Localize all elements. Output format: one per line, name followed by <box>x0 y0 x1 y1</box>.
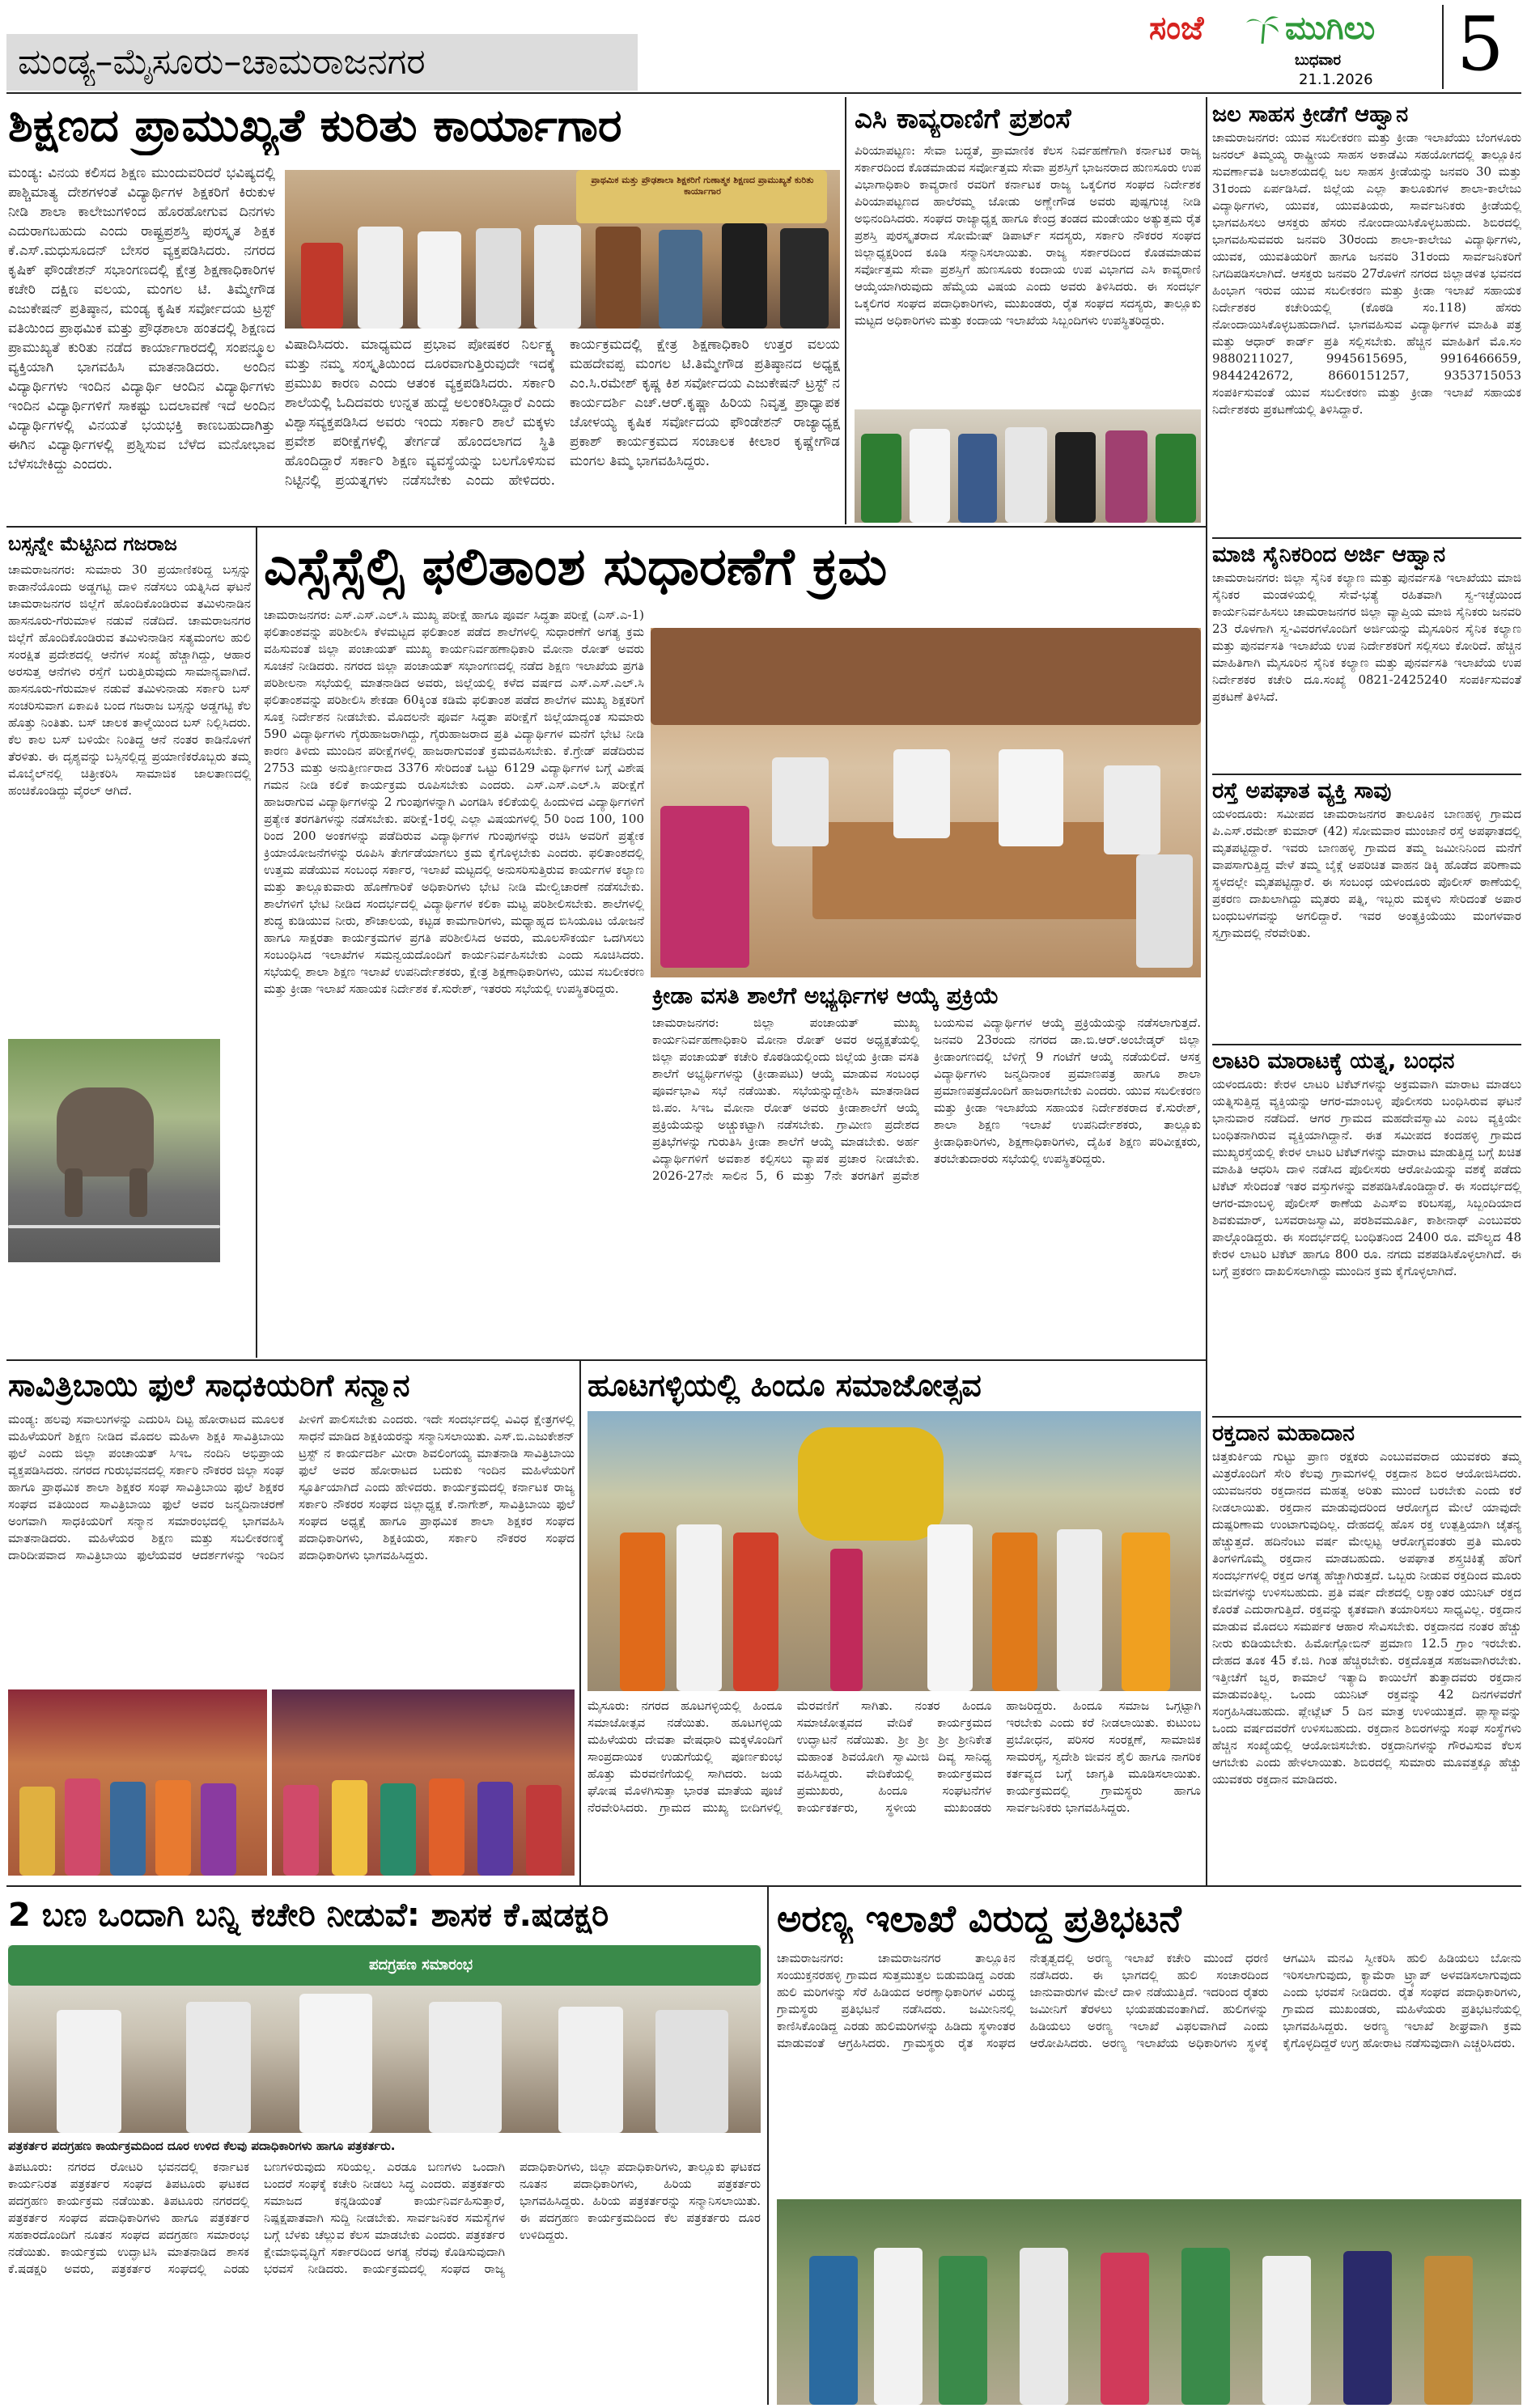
story11-photo-left <box>8 1689 267 1876</box>
column-rule <box>579 1361 581 1885</box>
story7-body: ಚಿತ್ತಕುರ್ಕಿಯ ಗುಟ್ಟು ಪ್ರಾಣ ರಕ್ಷಕರು ಎಂಬುವವರಾದ ಯುವಕರು ತಮ್ಮ ಮಿತ್ರರೊಂದಿಗೆ ಸೇರಿ ಕೆಲವು ಗ್ರಾಮಗಳಲ್ಲಿ ರಕ್ತದಾನ ಶಿಬಿರ ಆಯೋಜಿಸಿದರು. ಯುವಜನರು ರಕ್ತದಾನದ ಮಹತ್ವ ಅರಿತು ಮುಂದೆ ಬರಬೇಕು ಎಂದು ಕರೆ ನೀಡಲಾಯಿತು. ರಕ್ತದಾನ ಮಾಡುವುದರಿಂದ ಆರೋಗ್ಯದ ಮೇಲೆ ಯಾವುದೇ ದುಷ್ಪರಿಣಾಮ ಉಂಟಾಗುವುದಿಲ್ಲ. ದೇಹದಲ್ಲಿ ಹೊಸ ರಕ್ತ ಉತ್ಪತ್ತಿಯಾಗಿ ಚೈತನ್ಯ ಹೆಚ್ಚುತ್ತದೆ. ಹದಿನೆಂಟು ವರ್ಷ ಮೇಲ್ಪಟ್ಟ ಆರೋಗ್ಯವಂತರು ಪ್ರತಿ ಮೂರು ತಿಂಗಳಿಗೊಮ್ಮೆ ರಕ್ತದಾನ ಮಾಡಬಹುದು. ಅಪಘಾತ ಶಸ್ತ್ರಚಿಕಿತ್ಸೆ ಹೆರಿಗೆ ಸಂದರ್ಭಗಳಲ್ಲಿ ರಕ್ತದ ಅಗತ್ಯ ಹೆಚ್ಚಾಗಿರುತ್ತದೆ. ಒಬ್ಬರು ನೀಡುವ ರಕ್ತದಿಂದ ಮೂರು ಜೀವಗಳನ್ನು ಉಳಿಸಬಹುದು. ಪ್ರತಿ ವರ್ಷ ದೇಶದಲ್ಲಿ ಲಕ್ಷಾಂತರ ಯುನಿಟ್ ರಕ್ತದ ಕೊರತೆ ಎದುರಾಗುತ್ತಿದೆ. ರಕ್ತವನ್ನು ಕೃತಕವಾಗಿ ತಯಾರಿಸಲು ಸಾಧ್ಯವಿಲ್ಲ. ರಕ್ತದಾನ ಮಾಡುವ ಮೊದಲು ಸಮರ್ಪಕ ಆಹಾರ ಸೇವಿಸಬೇಕು. ರಕ್ತದಾನದ ನಂತರ ಹೆಚ್ಚು ನೀರು ಕುಡಿಯಬೇಕು. ಹಿಮೋಗ್ಲೋಬಿನ್ ಪ್ರಮಾಣ 12.5 ಗ್ರಾಂ ಇರಬೇಕು. ದೇಹದ ತೂಕ 45 ಕೆ.ಜಿ. ಗಿಂತ ಹೆಚ್ಚಿರಬೇಕು. ರಕ್ತದೊತ್ತಡ ಸಹಜವಾಗಿರಬೇಕು. ಇತ್ತೀಚೆಗೆ ಜ್ವರ, ಕಾಮಾಲೆ ಇತ್ಯಾದಿ ಕಾಯಿಲೆಗೆ ತುತ್ತಾದವರು ರಕ್ತದಾನ ಮಾಡುವಂತಿಲ್ಲ. ಒಂದು ಯುನಿಟ್ ರಕ್ತವನ್ನು 42 ದಿನಗಳವರೆಗೆ ಸಂಗ್ರಹಿಸಿಡಬಹುದು. ಪ್ಲೇಟ್ಲೆಟ್ 5 ದಿನ ಮಾತ್ರ ಉಳಿಯುತ್ತದೆ. ಪ್ಲಾಸ್ಮಾವನ್ನು ಒಂದು ವರ್ಷದವರೆಗೆ ಉಳಿಸಬಹುದು. ರಕ್ತದಾನ ಶಿಬಿರಗಳನ್ನು ಸಂಘ ಸಂಸ್ಥೆಗಳು ಹೆಚ್ಚಿನ ಸಂಖ್ಯೆಯಲ್ಲಿ ಆಯೋಜಿಸಬೇಕು. ರಕ್ತದಾನಿಗಳನ್ನು ಗೌರವಿಸುವ ಕೆಲಸ ಆಗಬೇಕು ಎಂದು ಹೇಳಲಾಯಿತು. ಶಿಬಿರದಲ್ಲಿ ಸುಮಾರು ಮೂವತ್ತಕ್ಕೂ ಹೆಚ್ಚು ಯುವಕರು ರಕ್ತದಾನ ಮಾಡಿದರು. <box>1212 1449 1521 1787</box>
story12-photo <box>587 1411 1201 1691</box>
elephant <box>57 1087 154 1176</box>
row-rule <box>6 526 1206 528</box>
story5-body: ಯಳಂದೂರು: ಸಮೀಪದ ಚಾಮರಾಜನಗರ ತಾಲೂಕಿನ ಬಾಣಹಳ್ಳಿ ಗ್ರಾಮದ ಪಿ.ಎಸ್.ರಮೇಶ್ ಕುಮಾರ್ (42) ಸೋಮವಾರ ಮುಂಜಾನೆ ರಸ್ತೆ ಅಪಘಾತದಲ್ಲಿ ಮೃತಪಟ್ಟಿದ್ದಾರೆ. ಇವರು ಬಾಣಹಳ್ಳಿ ಗ್ರಾಮದ ತಮ್ಮ ಜಮೀನಿನಿಂದ ಮನೆಗೆ ವಾಪಸಾಗುತ್ತಿದ್ದ ವೇಳೆ ತಮ್ಮ ಬೈಕ್ಗೆ ಅಪರಿಚಿತ ವಾಹನ ಡಿಕ್ಕಿ ಹೊಡೆದ ಪರಿಣಾಮ ಸ್ಥಳದಲ್ಲೇ ಮೃತಪಟ್ಟಿದ್ದಾರೆ. ಈ ಸಂಬಂಧ ಯಳಂದೂರು ಪೊಲೀಸ್ ಠಾಣೆಯಲ್ಲಿ ಪ್ರಕರಣ ದಾಖಲಾಗಿದ್ದು ಮೃತರು ಪತ್ನಿ, ಇಬ್ಬರು ಮಕ್ಕಳು ಸೇರಿದಂತೆ ಅಪಾರ ಬಂಧುಬಳಗವನ್ನು ಅಗಲಿದ್ದಾರೆ. ಇವರ ಅಂತ್ಯಕ್ರಿಯೆಯು ಮಂಗಳವಾರ ಸ್ವಗ್ರಾಮದಲ್ಲಿ ನೆರವೇರಿತು. <box>1212 807 1521 940</box>
column-rule <box>256 528 257 1358</box>
story1-photo <box>285 170 840 329</box>
story12-headline: ಹೂಟಗಳ್ಳಿಯಲ್ಲಿ ಹಿಂದೂ ಸಮಾಜೋತ್ಸವ <box>587 1367 982 1403</box>
story3-body: ಚಾಮರಾಜನಗರ: ಯುವ ಸಬಲೀಕರಣ ಮತ್ತು ಕ್ರೀಡಾ ಇಲಾಖೆಯು ಬೆಂಗಳೂರು ಜನರಲ್ ತಿಮ್ಮಯ್ಯ ರಾಷ್ಟ್ರೀಯ ಸಾಹಸ ಅಕಾಡೆಮಿ ಸಹಯೋಗದಲ್ಲಿ ತಾಲ್ಲೂಕಿನ ಸುವರ್ಣಾವತಿ ಜಲಾಶಯದಲ್ಲಿ ಜಲ ಸಾಹಸ ಕ್ರೀಡೆಯನ್ನು ಜನವರಿ 30 ಮತ್ತು 31ರಂದು ಏರ್ಪಡಿಸಿದೆ. ಜಿಲ್ಲೆಯ ಎಲ್ಲಾ ತಾಲೂಕುಗಳ ಶಾಲಾ-ಕಾಲೇಜು ವಿದ್ಯಾರ್ಥಿಗಳು, ಯುವಕ, ಯುವತಿಯರು, ಸಾರ್ವಜನಿಕರು ಕ್ರೀಡೆಯಲ್ಲಿ ಭಾಗವಹಿಸಲು ಆಸಕ್ತರು ಹೆಸರು ನೋಂದಾಯಿಸಿಕೊಳ್ಳಬಹುದು. ಶಿಬಿರದಲ್ಲಿ ಭಾಗವಹಿಸುವವರು ಜನವರಿ 30ರಂದು ಶಾಲಾ-ಕಾಲೇಜು ವಿದ್ಯಾರ್ಥಿಗಳು, ಯುವಕ, ಯುವತಿಯರಿಗೆ ಹಾಗೂ ಜನವರಿ 31ರಂದು ಸಾರ್ವಜನಿಕರಿಗೆ ನಿಗದಿಪಡಿಸಲಾಗಿದೆ. ಆಸಕ್ತರು ಜನವರಿ 27ರೊಳಗೆ ನಗರದ ಜಿಲ್ಲಾಡಳಿತ ಭವನದ ಹಿಂಭಾಗ ಇರುವ ಯುವ ಸಬಲೀಕರಣ ಮತ್ತು ಕ್ರೀಡಾ ಇಲಾಖೆ ಸಹಾಯಕ ನಿರ್ದೇಶಕರ ಕಚೇರಿಯಲ್ಲಿ (ಕೊಠಡಿ ಸಂ.118) ಹೆಸರು ನೋಂದಾಯಿಸಿಕೊಳ್ಳಬಹುದಾಗಿದೆ. ಭಾಗವಹಿಸುವ ವಿದ್ಯಾರ್ಥಿಗಳ ಮಾಹಿತಿ ಪತ್ರ ಮತ್ತು ಆಧಾರ್ ಕಾರ್ಡ್ ಪ್ರತಿ ಸಲ್ಲಿಸಬೇಕು. ಹೆಚ್ಚಿನ ಮಾಹಿತಿಗೆ ಮೊ.ಸಂ 9880211027, 9945615695, 9916466659, 9844242672, 8660151257, 9353715053 ಸಂಪರ್ಕಿಸುವಂತೆ ಯುವ ಸಬಲೀಕರಣ ಮತ್ತು ಕ್ರೀಡಾ ಇಲಾಖೆ ಸಹಾಯಕ ನಿರ್ದೇಶಕರು ಪ್ರಕಟಣೆಯಲ್ಲಿ ತಿಳಿಸಿದ್ದಾರೆ. <box>1212 130 1521 417</box>
story7-headline: ರಕ್ತದಾನ ಮಹಾದಾನ <box>1212 1416 1521 1448</box>
story2-headline: ಎಸಿ ಕಾವ್ಯರಾಣಿಗೆ ಪ್ರಶಂಸೆ <box>855 103 1071 135</box>
story13-body: ತಿಪಟೂರು: ನಗರದ ರೋಟರಿ ಭವನದಲ್ಲಿ ಕರ್ನಾಟಕ ಕಾರ್ಯನಿರತ ಪತ್ರಕರ್ತರ ಸಂಘದ ತಿಪಟೂರು ಘಟಕದ ಪದಗ್ರಹಣ ಕಾರ್ಯಕ್ರಮ ನಡೆಯಿತು. ತಿಪಟೂರು ನಗರದಲ್ಲಿ ಪತ್ರಕರ್ತರ ಸಂಘದ ಪದಾಧಿಕಾರಿಗಳು ಹಾಗೂ ಪತ್ರಕರ್ತರ ಸಹಕಾರದೊಂದಿಗೆ ನೂತನ ಸಂಘದ ಪದಗ್ರಹಣ ಸಮಾರಂಭ ನಡೆಯಿತು. ಕಾರ್ಯಕ್ರಮ ಉದ್ಘಾಟಿಸಿ ಮಾತನಾಡಿದ ಶಾಸಕ ಕೆ.ಷಡಕ್ಷರಿ ಅವರು, ಪತ್ರಕರ್ತರ ಸಂಘದಲ್ಲಿ ಎರಡು ಬಣಗಳಿರುವುದು ಸರಿಯಲ್ಲ. ಎರಡೂ ಬಣಗಳು ಒಂದಾಗಿ ಬಂದರೆ ಸಂಘಕ್ಕೆ ಕಚೇರಿ ನೀಡಲು ಸಿದ್ಧ ಎಂದರು. ಪತ್ರಕರ್ತರು ಸಮಾಜದ ಕನ್ನಡಿಯಂತೆ ಕಾರ್ಯನಿರ್ವಹಿಸುತ್ತಾರೆ, ನಿಷ್ಪಕ್ಷಪಾತವಾಗಿ ಸುದ್ದಿ ನೀಡಬೇಕು. ಸಾರ್ವಜನಿಕರ ಸಮಸ್ಯೆಗಳ ಬಗ್ಗೆ ಬೆಳಕು ಚೆಲ್ಲುವ ಕೆಲಸ ಮಾಡಬೇಕು ಎಂದರು. ಪತ್ರಕರ್ತರ ಕ್ಷೇಮಾಭಿವೃದ್ಧಿಗೆ ಸರ್ಕಾರದಿಂದ ಅಗತ್ಯ ನೆರವು ಕೊಡಿಸುವುದಾಗಿ ಭರವಸೆ ನೀಡಿದರು. ಕಾರ್ಯಕ್ರಮದಲ್ಲಿ ಸಂಘದ ರಾಜ್ಯ ಪದಾಧಿಕಾರಿಗಳು, ಜಿಲ್ಲಾ ಪದಾಧಿಕಾರಿಗಳು, ತಾಲ್ಲೂಕು ಘಟಕದ ನೂತನ ಪದಾಧಿಕಾರಿಗಳು, ಹಿರಿಯ ಪತ್ರಕರ್ತರು ಭಾಗವಹಿಸಿದ್ದರು. ಹಿರಿಯ ಪತ್ರಕರ್ತರನ್ನು ಸನ್ಮಾನಿಸಲಾಯಿತು. ಈ ಪದಗ್ರಹಣ ಕಾರ್ಯಕ್ರಮದಿಂದ ಕೆಲ ಪತ್ರಕರ್ತರು ದೂರ ಉಳಿದಿದ್ದರು. <box>8 2160 761 2276</box>
issue-date: 21.1.2026 <box>1299 71 1373 88</box>
story11-headline: ಸಾವಿತ್ರಿಬಾಯಿ ಫುಲೆ ಸಾಧಕಿಯರಿಗೆ ಸನ್ಮಾನ <box>8 1367 410 1403</box>
masthead-rule <box>6 92 1521 94</box>
story2-body: ಪಿರಿಯಾಪಟ್ಟಣ: ಸೇವಾ ಬದ್ಧತೆ, ಪ್ರಾಮಾಣಿಕ ಕೆಲಸ ನಿರ್ವಹಣೆಗಾಗಿ ಕರ್ನಾಟಕ ರಾಜ್ಯ ಸರ್ಕಾರದಿಂದ ಕೊಡಮಾಡುವ ಸರ್ವೋತ್ತಮ ಸೇವಾ ಪ್ರಶಸ್ತಿಗೆ ಭಾಜನರಾದ ಹುಣಸೂರು ಉಪ ವಿಭಾಗಾಧಿಕಾರಿ ಕಾವ್ಯರಾಣಿ ರವರಿಗೆ ಕರ್ನಾಟಕ ರಾಜ್ಯ ಒಕ್ಕಲಿಗರ ಸಂಘದ ನಿರ್ದೇಶಕ ಪಿರಿಯಾಪಟ್ಟಣದ ಹಾಲೆರಮ್ಮ ಜೋಡು ಅಣ್ಣೇಗೌಡ ಅವರು ಪುಷ್ಪಗುಚ್ಛ ನೀಡಿ ಅಭಿನಂದಿಸಿದರು. ಸಂಘದ ರಾಜ್ಯಾಧ್ಯಕ್ಷ ಹಾಗೂ ಕೇಂದ್ರ ತಂಡದ ಮಂಡೇಯಂ ಅತ್ಯುತ್ತಮ ರೈತ ಪ್ರಶಸ್ತಿ ಪುರಸ್ಕೃತರಾದ ಸೋಮೇಷ್ ಡಿಪಾರ್ಟ್ ಸದಸ್ಯರು, ಸರ್ಕಾರಿ ನೌಕರರ ಸಂಘದ ಜಿಲ್ಲಾಧ್ಯಕ್ಷರಿಂದ ಕೂಡಿ ಸನ್ಮಾನಿಸಲಾಯಿತು. ರಾಜ್ಯ ಸರ್ಕಾರದಿಂದ ಕೊಡಮಾಡುವ ಸರ್ವೋತ್ತಮ ಸೇವಾ ಪ್ರಶಸ್ತಿಗೆ ಹುಣಸೂರು ಕಂದಾಯ ಉಪ ವಿಭಾಗದ ಎಸಿ ಕಾವ್ಯರಾಣಿ ಆಯ್ಕೆಯಾಗಿರುವುದು ಹೆಮ್ಮೆಯ ವಿಷಯ ಎಂದು ಅವರು ತಿಳಿಸಿದರು. ಈ ಸಂದರ್ಭ ಒಕ್ಕಲಿಗರ ಸಂಘದ ಪದಾಧಿಕಾರಿಗಳು, ಮುಖಂಡರು, ರೈತ ಸಂಘದ ಸದಸ್ಯರು, ತಾಲ್ಲೂಕು ಮಟ್ಟದ ಅಧಿಕಾರಿಗಳು ಮತ್ತು ಕಂದಾಯ ಇಲಾಖೆಯ ಸಿಬ್ಬಂದಿಗಳು ಉಪಸ್ಥಿತರಿದ್ದರು. <box>855 143 1201 328</box>
column-rule <box>767 1887 769 2405</box>
story10-headline: ಕ್ರೀಡಾ ವಸತಿ ಶಾಲೆಗೆ ಅಭ್ಯರ್ಥಿಗಳ ಆಯ್ಕೆ ಪ್ರಕ್ರಿಯೆ <box>652 982 999 1009</box>
column-rule <box>845 97 846 524</box>
issue-day: ಬುಧವಾರ <box>1295 52 1341 69</box>
story9-photo <box>651 628 1201 977</box>
story11-body: ಮಂಡ್ಯ: ಹಲವು ಸವಾಲುಗಳನ್ನು ಎದುರಿಸಿ ದಿಟ್ಟ ಹೋರಾಟದ ಮೂಲಕ ಮಹಿಳೆಯರಿಗೆ ಶಿಕ್ಷಣ ನೀಡಿದ ಮೊದಲ ಮಹಿಳಾ ಶಿಕ್ಷಕಿ ಸಾವಿತ್ರಿಬಾಯಿ ಫುಲೆ ಎಂದು ಜಿಲ್ಲಾ ಪಂಚಾಯತ್ ಸಿಇಒ ನಂದಿನಿ ಅಭಿಪ್ರಾಯ ವ್ಯಕ್ತಪಡಿಸಿದರು. ನಗರದ ಗುರುಭವನದಲ್ಲಿ ಸರ್ಕಾರಿ ನೌಕರರ ಜಿಲ್ಲಾ ಸಂಘ ಹಾಗೂ ಪ್ರಾಥಮಿಕ ಶಾಲಾ ಶಿಕ್ಷಕರ ಸಂಘ ಸಾವಿತ್ರಿಬಾಯಿ ಫುಲೆ ಶಿಕ್ಷಕರ ಸಂಘದ ವತಿಯಿಂದ ಸಾವಿತ್ರಿಬಾಯಿ ಫುಲೆ ಅವರ ಜನ್ಮದಿನಾಚರಣೆ ಅಂಗವಾಗಿ ಸಾಧಕಿಯರಿಗೆ ಸನ್ಮಾನ ಸಮಾರಂಭದಲ್ಲಿ ಭಾಗವಹಿಸಿ ಮಾತನಾಡಿದರು. ಮಹಿಳೆಯರ ಶಿಕ್ಷಣ ಮತ್ತು ಸಬಲೀಕರಣಕ್ಕೆ ದಾರಿದೀಪವಾದ ಸಾವಿತ್ರಿಬಾಯಿ ಫುಲೆಯವರ ಆದರ್ಶಗಳನ್ನು ಇಂದಿನ ಪೀಳಿಗೆ ಪಾಲಿಸಬೇಕು ಎಂದರು. ಇದೇ ಸಂದರ್ಭದಲ್ಲಿ ವಿವಿಧ ಕ್ಷೇತ್ರಗಳಲ್ಲಿ ಸಾಧನೆ ಮಾಡಿದ ಶಿಕ್ಷಕಿಯರನ್ನು ಸನ್ಮಾನಿಸಲಾಯಿತು. ಎಸ್.ಬಿ.ಎಜುಕೇಶನ್ ಟ್ರಸ್ಟ್ ನ ಕಾರ್ಯದರ್ಶಿ ಮೀರಾ ಶಿವಲಿಂಗಯ್ಯ ಮಾತನಾಡಿ ಸಾವಿತ್ರಿಬಾಯಿ ಫುಲೆ ಅವರ ಹೋರಾಟದ ಬದುಕು ಇಂದಿನ ಮಹಿಳೆಯರಿಗೆ ಸ್ಫೂರ್ತಿಯಾಗಿದೆ ಎಂದು ಹೇಳಿದರು. ಕಾರ್ಯಕ್ರಮದಲ್ಲಿ ಕರ್ನಾಟಕ ರಾಜ್ಯ ಸರ್ಕಾರಿ ನೌಕರರ ಸಂಘದ ಜಿಲ್ಲಾಧ್ಯಕ್ಷ ಕೆ.ನಾಗೇಶ್, ಸಾವಿತ್ರಿಬಾಯಿ ಫುಲೆ ಸಂಘದ ಅಧ್ಯಕ್ಷೆ ಹಾಗೂ ಪ್ರಾಥಮಿಕ ಶಾಲಾ ಶಿಕ್ಷಕರ ಸಂಘದ ಪದಾಧಿಕಾರಿಗಳು, ಶಿಕ್ಷಕಿಯರು, ಸರ್ಕಾರಿ ನೌಕರರ ಸಂಘದ ಪದಾಧಿಕಾರಿಗಳು ಭಾಗವಹಿಸಿದ್ದರು. <box>8 1412 575 1562</box>
paper-name-b: ಮುಗಿಲು <box>1285 10 1376 47</box>
story1-banner: ಪ್ರಾಥಮಿಕ ಮತ್ತು ಪ್ರೌಢಶಾಲಾ ಶಿಕ್ಷಕರಿಗೆ ಗುಣಾತ್ಮಕ ಶಿಕ್ಷಣದ ಪ್ರಾಮುಖ್ಯತೆ ಕುರಿತು ಕಾರ್ಯಾಗಾರ <box>591 175 814 197</box>
story1-lead: ಮಂಡ್ಯ: ವಿನಯ ಕಲಿಸದ ಶಿಕ್ಷಣ ಮುಂದುವರಿದರೆ ಭವಿಷ್ಯದಲ್ಲಿ ಪಾಶ್ಚಿಮಾತ್ಯ ದೇಶಗಳಂತೆ ವಿದ್ಯಾರ್ಥಿಗಳ ಶಿಕ್ಷಕರಿಗೆ ಕಿರುಕುಳ ನೀಡಿ ಶಾಲಾ ಕಾಲೇಜುಗಳಿಂದ ಹೊರಹೋಗುವ ದಿನಗಳು ಎದುರಾಗಬಹುದು ಎಂದು ರಾಷ್ಟ್ರಪ್ರಶಸ್ತಿ ಪುರಸ್ಕೃತ ಶಿಕ್ಷಕ ಕೆ.ಎಸ್.ಮಧುಸೂದನ್ ಬೇಸರ ವ್ಯಕ್ತಪಡಿಸಿದರು. ನಗರದ ಕೃಷಿಕ್ ಫೌಂಡೇಶನ್ ಸಭಾಂಗಣದಲ್ಲಿ ಕ್ಷೇತ್ರ ಶಿಕ್ಷಣಾಧಿಕಾರಿಗಳ ಕಚೇರಿ ದಕ್ಷಿಣ ವಲಯ, ಮಂಗಲ ಟಿ. ತಿಮ್ಮೇಗೌಡ ಎಜುಕೇಷನ್ ಪ್ರತಿಷ್ಠಾನ, ಮಂಡ್ಯ ಕೃಷಿಕ ಸರ್ವೋದಯ ಟ್ರಸ್ಟ್ ವತಿಯಿಂದ ಪ್ರಾಥಮಿಕ ಮತ್ತು ಪ್ರೌಢಶಾಲಾ ಹಂತದಲ್ಲಿ ಶಿಕ್ಷಣದ ಪ್ರಾಮುಖ್ಯತೆ ಕುರಿತು ನಡೆದ ಕಾರ್ಯಾಗಾರದಲ್ಲಿ ಸಂಪನ್ಮೂಲ ವ್ಯಕ್ತಿಯಾಗಿ ಭಾಗವಹಿಸಿ ಮಾತನಾಡಿದರು. ಅಂದಿನ ವಿದ್ಯಾರ್ಥಿಗಳು ಇಂದಿನ ವಿದ್ಯಾರ್ಥಿ ಆಂದಿನ ವಿದ್ಯಾರ್ಥಿಗಳು ಇಂದಿನ ವಿದ್ಯಾರ್ಥಿಗಳಿಗೆ ಸಾಕಷ್ಟು ಬದಲಾವಣೆ ಇದೆ ಅಂದಿನ ವಿದ್ಯಾರ್ಥಿಗಳಲ್ಲಿ ವಿನಯತೆ ಭಯಭಕ್ತಿ ಕಾಣಬಹುದಾಗಿತ್ತು ಈಗಿನ ವಿದ್ಯಾರ್ಥಿಗಳಲ್ಲಿ ಪ್ರಶ್ನಿಸುವ ಬೆಳೆದ ಮನೋಭಾವ ಬೆಳೆಸಬೇಕಿದ್ದು ಎಂದರು. <box>8 165 275 473</box>
story13-photo <box>8 1945 761 2133</box>
story6-headline: ಲಾಟರಿ ಮಾರಾಟಕ್ಕೆ ಯತ್ನ, ಬಂಧನ <box>1212 1044 1521 1076</box>
palm-tree-icon <box>1245 10 1280 45</box>
story9-body: ಚಾಮರಾಜನಗರ: ಎಸ್.ಎಸ್.ಎಲ್.ಸಿ ಮುಖ್ಯ ಪರೀಕ್ಷೆ ಹಾಗೂ ಪೂರ್ವ ಸಿದ್ಧತಾ ಪರೀಕ್ಷೆ (ಎಸ್.ಎ-1) ಫಲಿತಾಂಶವನ್ನು ಪರಿಶೀಲಿಸಿ ಕೆಳಮಟ್ಟದ ಫಲಿತಾಂಶ ಪಡೆದ ಶಾಲೆಗಳಲ್ಲಿ ಸುಧಾರಣೆಗೆ ಅಗತ್ಯ ಕ್ರಮ ವಹಿಸುವಂತೆ ಜಿಲ್ಲಾ ಪಂಚಾಯತ್ ಮುಖ್ಯ ಕಾರ್ಯನಿರ್ವಹಣಾಧಿಕಾರಿ ಮೋನಾ ರೋತ್ ಅವರು ಸೂಚನೆ ನೀಡಿದರು. ನಗರದ ಜಿಲ್ಲಾ ಪಂಚಾಯತ್ ಸಭಾಂಗಣದಲ್ಲಿ ನಡೆದ ಶಿಕ್ಷಣ ಇಲಾಖೆಯ ಪ್ರಗತಿ ಪರಿಶೀಲನಾ ಸಭೆಯಲ್ಲಿ ಮಾತನಾಡಿದ ಅವರು, ಜಿಲ್ಲೆಯಲ್ಲಿ ಕಳೆದ ವರ್ಷದ ಎಸ್.ಎಸ್.ಎಲ್.ಸಿ ಫಲಿತಾಂಶವನ್ನು ಪರಿಶೀಲಿಸಿ ಶೇಕಡಾ 60ಕ್ಕಿಂತ ಕಡಿಮೆ ಫಲಿತಾಂಶ ಪಡೆದ ಶಾಲೆಗಳ ಮುಖ್ಯ ಶಿಕ್ಷಕರಿಗೆ ಸೂಕ್ತ ನಿರ್ದೇಶನ ನೀಡಬೇಕು. ಮೊದಲನೇ ಪೂರ್ವ ಸಿದ್ಧತಾ ಪರೀಕ್ಷೆಗೆ ಜಿಲ್ಲೆಯಾದ್ಯಂತ ಸುಮಾರು 590 ವಿದ್ಯಾರ್ಥಿಗಳು ಗೈರುಹಾಜರಾಗಿದ್ದು, ಗೈರುಹಾಜರಾದ ಪ್ರತಿ ವಿದ್ಯಾರ್ಥಿಗಳ ಮನೆಗೆ ಭೇಟಿ ನೀಡಿ ಕಾರಣ ತಿಳಿದು ಮುಂದಿನ ಪರೀಕ್ಷೆಗಳಲ್ಲಿ ಹಾಜರಾಗುವಂತೆ ಕ್ರಮವಹಿಸಬೇಕು. ಕೆ.ಗ್ರೇಡ್ ಪಡೆದಿರುವ 2753 ಮತ್ತು ಅನುತ್ತೀರ್ಣರಾದ 3376 ಸೇರಿದಂತೆ ಒಟ್ಟು 6129 ವಿದ್ಯಾರ್ಥಿಗಳ ಬಗ್ಗೆ ವಿಶೇಷ ಗಮನ ನೀಡಿ ಕಲಿಕೆ ಕಾರ್ಯಕ್ರಮ ರೂಪಿಸಬೇಕು ಎಂದರು. ಎಸ್.ಎಸ್.ಎಲ್.ಸಿ ಪರೀಕ್ಷೆಗೆ ಹಾಜರಾಗುವ ವಿದ್ಯಾರ್ಥಿಗಳನ್ನು 2 ಗುಂಪುಗಳನ್ನಾಗಿ ವಿಂಗಡಿಸಿ ಕಲಿಕೆಯಲ್ಲಿ ಹಿಂದುಳಿದ ವಿದ್ಯಾರ್ಥಿಗಳಿಗೆ ಪ್ರತ್ಯೇಕ ತರಗತಿಗಳನ್ನು ನಡೆಸಬೇಕು. ಪರೀಕ್ಷೆ-1ರಲ್ಲಿ ಎಲ್ಲಾ ವಿಷಯಗಳಲ್ಲಿ 50 ರಿಂದ 100, 100 ರಿಂದ 200 ಅಂಕಗಳನ್ನು ಪಡೆದಿರುವ ವಿದ್ಯಾರ್ಥಿಗಳ ಗುಂಪುಗಳನ್ನು ರಚಿಸಿ ಅವರಿಗೆ ಪ್ರತ್ಯೇಕ ಕ್ರಿಯಾಯೋಜನೆಗಳನ್ನು ರೂಪಿಸಿ ತೇರ್ಗಡೆಯಾಗಲು ಕ್ರಮ ಕೈಗೊಳ್ಳಬೇಕು ಎಂದರು. ಫಲಿತಾಂಶದಲ್ಲಿ ಉತ್ತಮ ಪಡೆಯುವ ಸಂಬಂಧ ಸರ್ಕಾರ, ಇಲಾಖೆ ಮಟ್ಟದಲ್ಲಿ ಅನುಸರಿಸುತ್ತಿರುವ ಕಾರ್ಯಗಳ ಕಲ್ಯಾಣ ಮತ್ತು ತಾಲ್ಲೂಕುವಾರು ಹೊಣೆಗಾರಿಕೆ ಅಧಿಕಾರಿಗಳು ಭೇಟಿ ನೀಡಿ ಮೇಲ್ವಿಚಾರಣೆ ನಡೆಸಬೇಕು. ಶಾಲೆಗಳಿಗೆ ಭೇಟಿ ನೀಡಿದ ಸಂದರ್ಭದಲ್ಲಿ ವಿದ್ಯಾರ್ಥಿಗಳ ಕಲಿಕಾ ಮಟ್ಟ ಪರಿಶೀಲಿಸಬೇಕು. ಶಾಲೆಗಳಲ್ಲಿ ಶುದ್ಧ ಕುಡಿಯುವ ನೀರು, ಶೌಚಾಲಯ, ಕಟ್ಟಡ ಕಾಮಗಾರಿಗಳು, ಮಧ್ಯಾಹ್ನದ ಬಿಸಿಯೂಟ ಯೋಜನೆ ಹಾಗೂ ಸಾಕ್ಷರತಾ ಕಾರ್ಯಕ್ರಮಗಳ ಪ್ರಗತಿ ಪರಿಶೀಲಿಸಿದ ಅವರು, ಮೂಲಸೌಕರ್ಯ ಒದಗಿಸಲು ಸಂಬಂಧಿಸಿದ ಇಲಾಖೆಗಳ ಸಮನ್ವಯದೊಂದಿಗೆ ಕಾರ್ಯನಿರ್ವಹಿಸಬೇಕು ಎಂದು ಸೂಚಿಸಿದರು. ಸಭೆಯಲ್ಲಿ ಶಾಲಾ ಶಿಕ್ಷಣ ಇಲಾಖೆ ಉಪನಿರ್ದೇಶಕರು, ಕ್ಷೇತ್ರ ಶಿಕ್ಷಣಾಧಿಕಾರಿಗಳು, ಯುವ ಸಬಲೀಕರಣ ಮತ್ತು ಕ್ರೀಡಾ ಇಲಾಖೆ ಸಹಾಯಕ ನಿರ್ದೇಶಕ ಕೆ.ಸುರೇಶ್, ಇತರರು ಸಭೆಯಲ್ಲಿ ಉಪಸ್ಥಿತರಿದ್ದರು. <box>264 608 644 996</box>
column-rule <box>1206 97 1207 1885</box>
story13-banner: ಪದಗ್ರಹಣ ಸಮಾರಂಭ <box>369 1956 473 1973</box>
right-sidebar <box>1212 99 1521 1885</box>
story8-body: ಚಾಮರಾಜನಗರ: ಸುಮಾರು 30 ಪ್ರಯಾಣಿಕರಿದ್ದ ಬಸ್ಸನ್ನು ಕಾಡಾನೆಯೊಂದು ಅಡ್ಡಗಟ್ಟಿ ದಾಳಿ ನಡೆಸಲು ಯತ್ನಿಸಿದ ಘಟನೆ ಚಾಮರಾಜನಗರ ಜಿಲ್ಲೆಗೆ ಹೊಂದಿಕೊಂಡಿರುವ ತಮಿಳುನಾಡಿನ ಹಾಸನೂರು-ಗೆರುಮಾಳ ನಡುವೆ ನಡೆದಿದೆ. ಚಾಮರಾಜನಗರ ಜಿಲ್ಲೆಗೆ ಹೊಂದಿಕೊಂಡಿರುವ ತಮಿಳುನಾಡಿನ ಸತ್ಯಮಂಗಲ ಹುಲಿ ಸಂರಕ್ಷಿತ ಪ್ರದೇಶದಲ್ಲಿ ಆನೆಗಳ ಸಂಖ್ಯೆ ಹೆಚ್ಚಾಗಿದ್ದು, ಆಹಾರ ಅರಸುತ್ತ ಆನೆಗಳು ರಸ್ತೆಗೆ ಬರುತ್ತಿರುವುದು ಸಾಮಾನ್ಯವಾಗಿದೆ. ಹಾಸನೂರು-ಗೆರುಮಾಳ ನಡುವೆ ತಮಿಳುನಾಡು ಸರ್ಕಾರಿ ಬಸ್ ಸಂಚರಿಸುವಾಗ ಏಕಾಏಕಿ ಬಂದ ಗಜರಾಜ ಬಸ್ಸನ್ನು ಅಡ್ಡಗಟ್ಟಿ ಕೆಲ ಹೊತ್ತು ನಿಂತಿತು. ಬಸ್ ಚಾಲಕ ತಾಳ್ಮೆಯಿಂದ ಬಸ್ ನಿಲ್ಲಿಸಿದರು. ಕೆಲ ಕಾಲ ಬಸ್ ಬಳಿಯೇ ನಿಂತಿದ್ದ ಆನೆ ನಂತರ ಕಾಡಿನೊಳಗೆ ತೆರಳಿತು. ಈ ದೃಶ್ಯವನ್ನು ಬಸ್ಸಿನಲ್ಲಿದ್ದ ಪ್ರಯಾಣಿಕರೊಬ್ಬರು ತಮ್ಮ ಮೊಬೈಲ್‌ನಲ್ಲಿ ಚಿತ್ರೀಕರಿಸಿ ಸಾಮಾಜಿಕ ಜಾಲತಾಣದಲ್ಲಿ ಹಂಚಿಕೊಂಡಿದ್ದು ವೈರಲ್ ಆಗಿದೆ. <box>8 562 251 798</box>
row-rule <box>6 1885 1521 1887</box>
story4-headline: ಮಾಜಿ ಸೈನಿಕರಿಂದ ಅರ್ಜಿ ಆಹ್ವಾನ <box>1212 537 1521 570</box>
story1-headline: ಶಿಕ್ಷಣದ ಪ್ರಾಮುಖ್ಯತೆ ಕುರಿತು ಕಾರ್ಯಾಗಾರ <box>8 100 622 152</box>
story11-photo-right <box>272 1689 575 1876</box>
story14-photo <box>777 2199 1521 2405</box>
paper-name-a: ಸಂಜೆ <box>1149 10 1204 47</box>
story8-elephant-photo <box>8 1039 220 1262</box>
story14-body: ಚಾಮರಾಜನಗರ: ಚಾಮರಾಜನಗರ ತಾಲ್ಲೂಕಿನ ಸಂಯುಕ್ತನರಹಳ್ಳಿ ಗ್ರಾಮದ ಸುತ್ತಮುತ್ತಲ ಬಿಡುಮಡಿದ್ದ ಎರಡು ಹುಲಿ ಮರಿಗಳನ್ನು ಸೆರೆ ಹಿಡಿಯದ ಅರಣ್ಯಾಧಿಕಾರಿಗಳ ವಿರುದ್ಧ ಗ್ರಾಮಸ್ಥರು ಪ್ರತಿಭಟನೆ ನಡೆಸಿದರು. ಜಮೀನಿನಲ್ಲಿ ಕಾಣಿಸಿಕೊಂಡಿದ್ದ ಎರಡು ಹುಲಿಮರಿಗಳನ್ನು ಹಿಡಿದು ಸ್ಥಳಾಂತರ ಮಾಡುವಂತೆ ಆಗ್ರಹಿಸಿದರು. ಗ್ರಾಮಸ್ಥರು ರೈತ ಸಂಘದ ನೇತೃತ್ವದಲ್ಲಿ ಅರಣ್ಯ ಇಲಾಖೆ ಕಚೇರಿ ಮುಂದೆ ಧರಣಿ ನಡೆಸಿದರು. ಈ ಭಾಗದಲ್ಲಿ ಹುಲಿ ಸಂಚಾರದಿಂದ ಜಾನುವಾರುಗಳ ಮೇಲೆ ದಾಳಿ ನಡೆಯುತ್ತಿದೆ. ಇದರಿಂದ ರೈತರು ಜಮೀನಿಗೆ ತೆರಳಲು ಭಯಪಡುವಂತಾಗಿದೆ. ಹುಲಿಗಳನ್ನು ಹಿಡಿಯಲು ಅರಣ್ಯ ಇಲಾಖೆ ವಿಫಲವಾಗಿದೆ ಎಂದು ಆರೋಪಿಸಿದರು. ಅರಣ್ಯ ಇಲಾಖೆಯ ಅಧಿಕಾರಿಗಳು ಸ್ಥಳಕ್ಕೆ ಆಗಮಿಸಿ ಮನವಿ ಸ್ವೀಕರಿಸಿ ಹುಲಿ ಹಿಡಿಯಲು ಬೋನು ಇರಿಸಲಾಗುವುದು, ಕ್ಯಾಮೆರಾ ಟ್ರ್ಯಾಪ್ ಅಳವಡಿಸಲಾಗುವುದು ಎಂದು ಭರವಸೆ ನೀಡಿದರು. ರೈತ ಸಂಘದ ಪದಾಧಿಕಾರಿಗಳು, ಗ್ರಾಮದ ಮುಖಂಡರು, ಮಹಿಳೆಯರು ಪ್ರತಿಭಟನೆಯಲ್ಲಿ ಭಾಗವಹಿಸಿದ್ದರು. ಅರಣ್ಯ ಇಲಾಖೆ ಶೀಘ್ರವಾಗಿ ಕ್ರಮ ಕೈಗೊಳ್ಳದಿದ್ದರೆ ಉಗ್ರ ಹೋರಾಟ ನಡೆಸುವುದಾಗಿ ಎಚ್ಚರಿಸಿದರು. <box>777 1951 1521 2050</box>
section-label: ಮಂಡ್ಯ–ಮೈಸೂರು–ಚಾಮರಾಜನಗರ <box>18 41 426 83</box>
row-rule <box>6 1359 1206 1361</box>
story2-photo <box>855 409 1201 523</box>
story9-headline: ಎಸ್ಸೆಸ್ಸೆಲ್ಸಿ ಫಲಿತಾಂಶ ಸುಧಾರಣೆಗೆ ಕ್ರಮ <box>264 537 888 597</box>
story5-headline: ರಸ್ತೆ ಅಪಘಾತ ವ್ಯಕ್ತಿ ಸಾವು <box>1212 774 1521 806</box>
story13-caption: ಪತ್ರಕರ್ತರ ಪದಗ್ರಹಣ ಕಾರ್ಯಕ್ರಮದಿಂದ ದೂರ ಉಳಿದ ಕೆಲವು ಪದಾಧಿಕಾರಿಗಳು ಹಾಗೂ ಪತ್ರಕರ್ತರು. <box>8 2139 396 2153</box>
story3-headline: ಜಲ ಸಾಹಸ ಕ್ರೀಡೆಗೆ ಆಹ್ವಾನ <box>1212 102 1409 127</box>
masthead-divider <box>1442 5 1444 89</box>
story13-headline: 2 ಬಣ ಒಂದಾಗಿ ಬನ್ನಿ ಕಚೇರಿ ನೀಡುವೆ: ಶಾಸಕ ಕೆ.ಷಡಕ್ಷರಿ <box>8 1897 609 1934</box>
story6-body: ಯಳಂದೂರು: ಕೇರಳ ಲಾಟರಿ ಟಿಕೆಟ್‌ಗಳನ್ನು ಅಕ್ರಮವಾಗಿ ಮಾರಾಟ ಮಾಡಲು ಯತ್ನಿಸುತ್ತಿದ್ದ ವ್ಯಕ್ತಿಯನ್ನು ಆಗರ-ಮಾಂಬಳ್ಳಿ ಪೊಲೀಸರು ಬಂಧಿಸಿರುವ ಘಟನೆ ಭಾನುವಾರ ನಡೆದಿದೆ. ಆಗರ ಗ್ರಾಮದ ಮಹದೇವಸ್ವಾಮಿ ಎಂಬ ವ್ಯಕ್ತಿಯೇ ಬಂಧಿತನಾಗಿರುವ ವ್ಯಕ್ತಿಯಾಗಿದ್ದಾನೆ. ಈತ ಸಮೀಪದ ಕಂದಹಳ್ಳಿ ಗ್ರಾಮದ ಮುಖ್ಯರಸ್ತೆಯಲ್ಲಿ ಕೇರಳ ಲಾಟರಿ ಟಿಕೆಟ್‌ಗಳನ್ನು ಮಾರಾಟ ಮಾಡುತ್ತಿದ್ದ ಬಗ್ಗೆ ಖಚಿತ ಮಾಹಿತಿ ಆಧರಿಸಿ ದಾಳಿ ನಡೆಸಿದ ಪೊಲೀಸರು ಆರೋಪಿಯನ್ನು ವಶಕ್ಕೆ ಪಡೆದು ಟಿಕೆಟ್ ಸೇರಿದಂತೆ ಇತರ ವಸ್ತುಗಳನ್ನು ವಶಪಡಿಸಿಕೊಂಡಿದ್ದಾರೆ. ಈ ಸಂದರ್ಭದಲ್ಲಿ ಆಗರ-ಮಾಂಬಳ್ಳಿ ಪೊಲೀಸ್ ಠಾಣೆಯ ಪಿಎಸ್‌ಐ ಕರಿಬಸಪ್ಪ, ಸಿಬ್ಬಂದಿಯಾದ ಶಿವಕುಮಾರ್, ಬಸವರಾಜಸ್ವಾಮಿ, ಪರಶಿವಮೂರ್ತಿ, ಕಾಶೀನಾಥ್ ಎಂಬುವರು ಪಾಲ್ಗೊಂಡಿದ್ದರು. ಈ ಸಂದರ್ಭದಲ್ಲಿ ಬಂಧಿತನಿಂದ 2400 ರೂ. ಮೌಲ್ಯದ 48 ಕೇರಳ ಲಾಟರಿ ಟಿಕೆಟ್ ಹಾಗೂ 800 ರೂ. ನಗದು ವಶಪಡಿಸಿಕೊಳ್ಳಲಾಗಿದೆ. ಈ ಬಗ್ಗೆ ಪ್ರಕರಣ ದಾಖಲಿಸಲಾಗಿದ್ದು ಮುಂದಿನ ಕ್ರಮ ಕೈಗೊಳ್ಳಲಾಗಿದೆ. <box>1212 1077 1521 1278</box>
story4-body: ಚಾಮರಾಜನಗರ: ಜಿಲ್ಲಾ ಸೈನಿಕ ಕಲ್ಯಾಣ ಮತ್ತು ಪುನರ್ವಸತಿ ಇಲಾಖೆಯು ಮಾಜಿ ಸೈನಿಕರ ಮಂಡಳಿಯಲ್ಲಿ ಸೇವೆ-ಭತ್ಯೆ ರಹಿತವಾಗಿ ಸ್ವ-ಇಚ್ಛೆಯಿಂದ ಕಾರ್ಯನಿರ್ವಹಿಸಲು ಚಾಮರಾಜನಗರ ಜಿಲ್ಲಾ ವ್ಯಾಪ್ತಿಯ ಮಾಜಿ ಸೈನಿಕರು ಜನವರಿ 23 ರೊಳಗಾಗಿ ಸ್ವ-ವಿವರಗಳೊಂದಿಗೆ ಅರ್ಜಿಯನ್ನು ಮೈಸೂರಿನ ಸೈನಿಕ ಕಲ್ಯಾಣ ಮತ್ತು ಪುನರ್ವಸತಿ ಇಲಾಖೆಯ ಉಪ ನಿರ್ದೇಶಕರಿಗೆ ಸಲ್ಲಿಸಲು ಕೋರಿದೆ. ಹೆಚ್ಚಿನ ಮಾಹಿತಿಗಾಗಿ ಮೈಸೂರಿನ ಸೈನಿಕ ಕಲ್ಯಾಣ ಮತ್ತು ಪುನರ್ವಸತಿ ಇಲಾಖೆಯ ಉಪ ನಿರ್ದೇಶಕರ ಕಚೇರಿ ದೂ.ಸಂಖ್ಯೆ 0821-2425240 ಸಂಪರ್ಕಿಸುವಂತೆ ಪ್ರಕಟಣೆ ತಿಳಿಸಿದೆ. <box>1212 570 1521 704</box>
story12-body: ಮೈಸೂರು: ನಗರದ ಹೂಟಗಳ್ಳಿಯಲ್ಲಿ ಹಿಂದೂ ಸಮಾಜೋತ್ಸವ ನಡೆಯಿತು. ಹೂಟಗಳ್ಳಿಯ ಮಹಿಳೆಯರು ದೇವತಾ ವೇಷಧಾರಿ ಮಕ್ಕಳೊಂದಿಗೆ ಸಾಂಪ್ರದಾಯಿಕ ಉಡುಗೆಯಲ್ಲಿ ಪೂರ್ಣಕುಂಭ ಹೊತ್ತು ಮೆರವಣಿಗೆಯಲ್ಲಿ ಸಾಗಿದರು. ಜಯ ಘೋಷ ಮೊಳಗಿಸುತ್ತಾ ಭಾರತ ಮಾತೆಯ ಪೂಜೆ ನೆರವೇರಿಸಿದರು. ಗ್ರಾಮದ ಮುಖ್ಯ ಬೀದಿಗಳಲ್ಲಿ ಮೆರವಣಿಗೆ ಸಾಗಿತು. ನಂತರ ಹಿಂದೂ ಸಮಾಜೋತ್ಸವದ ವೇದಿಕೆ ಕಾರ್ಯಕ್ರಮದ ಉದ್ಘಾಟನೆ ನಡೆಯಿತು. ಶ್ರೀ ಶ್ರೀ ಶ್ರೀ ಶ್ರೀನಿಕೇತ ಮಹಾಂತ ಶಿವಯೋಗಿ ಸ್ವಾಮೀಜಿ ದಿವ್ಯ ಸಾನಿಧ್ಯ ವಹಿಸಿದ್ದರು. ವೇದಿಕೆಯಲ್ಲಿ ಕಾರ್ಯಕ್ರಮದ ಪ್ರಮುಖರು, ಹಿಂದೂ ಸಂಘಟನೆಗಳ ಕಾರ್ಯಕರ್ತರು, ಸ್ಥಳೀಯ ಮುಖಂಡರು ಹಾಜರಿದ್ದರು. ಹಿಂದೂ ಸಮಾಜ ಒಗ್ಗಟ್ಟಾಗಿ ಇರಬೇಕು ಎಂದು ಕರೆ ನೀಡಲಾಯಿತು. ಕುಟುಂಬ ಪ್ರಬೋಧನ, ಪರಿಸರ ಸಂರಕ್ಷಣೆ, ಸಾಮಾಜಿಕ ಸಾಮರಸ್ಯ, ಸ್ವದೇಶಿ ಜೀವನ ಶೈಲಿ ಹಾಗೂ ನಾಗರಿಕ ಕರ್ತವ್ಯದ ಬಗ್ಗೆ ಜಾಗೃತಿ ಮೂಡಿಸಲಾಯಿತು. ಕಾರ್ಯಕ್ರಮದಲ್ಲಿ ಗ್ರಾಮಸ್ಥರು ಹಾಗೂ ಸಾರ್ವಜನಿಕರು ಭಾಗವಹಿಸಿದ್ದರು. <box>587 1698 1201 1815</box>
page-number: 5 <box>1457 1 1504 87</box>
story10-body: ಚಾಮರಾಜನಗರ: ಜಿಲ್ಲಾ ಪಂಚಾಯತ್ ಮುಖ್ಯ ಕಾರ್ಯನಿರ್ವಹಣಾಧಿಕಾರಿ ಮೋನಾ ರೋತ್ ಅವರ ಅಧ್ಯಕ್ಷತೆಯಲ್ಲಿ ಜಿಲ್ಲಾ ಪಂಚಾಯತ್ ಕಚೇರಿ ಕೊಠಡಿಯಲ್ಲಿಂದು ಜಿಲ್ಲೆಯ ಕ್ರೀಡಾ ವಸತಿ ಶಾಲೆಗೆ ಅಭ್ಯರ್ಥಿಗಳನ್ನು (ಕ್ರೀಡಾಪಟು) ಆಯ್ಕೆ ಮಾಡುವ ಸಂಬಂಧ ಪೂರ್ವಭಾವಿ ಸಭೆ ನಡೆಯಿತು. ಸಭೆಯನ್ನುದ್ದೇಶಿಸಿ ಮಾತನಾಡಿದ ಜಿ.ಪಂ. ಸಿಇಒ ಮೋನಾ ರೋತ್ ಅವರು ಕ್ರೀಡಾಶಾಲೆಗೆ ಆಯ್ಕೆ ಪ್ರಕ್ರಿಯೆಯನ್ನು ಅಚ್ಚುಕಟ್ಟಾಗಿ ನಡೆಸಬೇಕು. ಗ್ರಾಮೀಣ ಪ್ರದೇಶದ ಪ್ರತಿಭೆಗಳನ್ನು ಗುರುತಿಸಿ ಕ್ರೀಡಾ ಶಾಲೆಗೆ ಆಯ್ಕೆ ಮಾಡಬೇಕು. ಅರ್ಹ ವಿದ್ಯಾರ್ಥಿಗಳಿಗೆ ಅವಕಾಶ ಕಲ್ಪಿಸಲು ವ್ಯಾಪಕ ಪ್ರಚಾರ ನೀಡಬೇಕು. 2026-27ನೇ ಸಾಲಿನ 5, 6 ಮತ್ತು 7ನೇ ತರಗತಿಗೆ ಪ್ರವೇಶ ಬಯಸುವ ವಿದ್ಯಾರ್ಥಿಗಳ ಆಯ್ಕೆ ಪ್ರಕ್ರಿಯೆಯನ್ನು ನಡೆಸಲಾಗುತ್ತದೆ. ಜನವರಿ 23ರಂದು ನಗರದ ಡಾ.ಬಿ.ಆರ್.ಅಂಬೇಡ್ಕರ್ ಜಿಲ್ಲಾ ಕ್ರೀಡಾಂಗಣದಲ್ಲಿ ಬೆಳಿಗ್ಗೆ 9 ಗಂಟೆಗೆ ಆಯ್ಕೆ ನಡೆಯಲಿದೆ. ಆಸಕ್ತ ವಿದ್ಯಾರ್ಥಿಗಳು ಜನ್ಮದಿನಾಂಕ ಪ್ರಮಾಣಪತ್ರ ಹಾಗೂ ಶಾಲಾ ಪ್ರಮಾಣಪತ್ರದೊಂದಿಗೆ ಹಾಜರಾಗಬೇಕು ಎಂದರು. ಯುವ ಸಬಲೀಕರಣ ಮತ್ತು ಕ್ರೀಡಾ ಇಲಾಖೆಯ ಸಹಾಯಕ ನಿರ್ದೇಶಕರಾದ ಕೆ.ಸುರೇಶ್, ಶಾಲಾ ಶಿಕ್ಷಣ ಇಲಾಖೆ ಉಪನಿರ್ದೇಶಕರು, ತಾಲ್ಲೂಕು ಕ್ರೀಡಾಧಿಕಾರಿಗಳು, ಶಿಕ್ಷಣಾಧಿಕಾರಿಗಳು, ದೈಹಿಕ ಶಿಕ್ಷಣ ಪರಿವೀಕ್ಷಕರು, ತರಬೇತುದಾರರು ಸಭೆಯಲ್ಲಿ ಉಪಸ್ಥಿತರಿದ್ದರು. <box>652 1015 1201 1183</box>
story1-body: ವಿಷಾದಿಸಿದರು. ಮಾಧ್ಯಮದ ಪ್ರಭಾವ ಪೋಷಕರ ನಿರ್ಲಕ್ಷ್ಯ ಮತ್ತು ನಮ್ಮ ಸಂಸ್ಕೃತಿಯಿಂದ ದೂರವಾಗುತ್ತಿರುವುದೇ ಇದಕ್ಕೆ ಪ್ರಮುಖ ಕಾರಣ ಎಂದು ಆತಂಕ ವ್ಯಕ್ತಪಡಿಸಿದರು. ಸರ್ಕಾರಿ ಶಾಲೆಯಲ್ಲಿ ಓದಿದವರು ಉನ್ನತ ಹುದ್ದೆ ಅಲಂಕರಿಸಿದ್ದಾರೆ ಎಂದು ವಿಶ್ವಾಸವ್ಯಕ್ತಪಡಿಸಿದ ಅವರು ಇಂದು ಸರ್ಕಾರಿ ಶಾಲೆ ಮಕ್ಕಳು ಪ್ರವೇಶ ಪರೀಕ್ಷೆಗಳಲ್ಲಿ ತೇರ್ಗಡೆ ಹೊಂದಲಾಗದ ಸ್ಥಿತಿ ಹೊಂದಿದ್ದಾರೆ ಸರ್ಕಾರಿ ಶಿಕ್ಷಣ ವ್ಯವಸ್ಥೆಯನ್ನು ಬಲಗೊಳಿಸುವ ನಿಟ್ಟಿನಲ್ಲಿ ಪ್ರಯತ್ನಗಳು ನಡೆಸಬೇಕು ಎಂದು ಹೇಳಿದರು. ಕಾರ್ಯಕ್ರಮದಲ್ಲಿ ಕ್ಷೇತ್ರ ಶಿಕ್ಷಣಾಧಿಕಾರಿ ಉತ್ತರ ವಲಯ ಮಹದೇವಪ್ಪ ಮಂಗಲ ಟಿ.ತಿಮ್ಮೇಗೌಡ ಪ್ರತಿಷ್ಠಾನದ ಅಧ್ಯಕ್ಷ ಎಂ.ಸಿ.ರಮೇಶ್ ಕೃಷ್ಣ ಕಿಶ ಸರ್ವೋದಯ ಎಜುಕೇಷನ್ ಟ್ರಸ್ಟ್ ನ ಕಾರ್ಯದರ್ಶಿ ಎಚ್.ಆರ್.ಕೃಷ್ಣಾ ಹಿರಿಯ ನಿವೃತ್ತ ಪ್ರಾಧ್ಯಾಪಕ ಚೋಳಯ್ಯ ಕೃಷಿಕ ಸರ್ವೋದಯ ಫೌಂಡೇಶನ್ ರಾಜ್ಯಾಧ್ಯಕ್ಷ ಪ್ರಕಾಶ್ ಕಾರ್ಯಕ್ರಮದ ಸಂಚಾಲಕ ಕೀಲಾರ ಕೃಷ್ಣೇಗೌಡ ಮಂಗಲ ತಿಮ್ಮ ಭಾಗವಹಿಸಿದ್ದರು. <box>285 337 840 489</box>
story8-headline: ಬಸ್ಸನ್ನೇ ಮೆಟ್ಟಿನಿದ ಗಜರಾಜ <box>8 532 177 555</box>
story14-headline: ಅರಣ್ಯ ಇಲಾಖೆ ವಿರುದ್ಧ ಪ್ರತಿಭಟನೆ <box>777 1897 1181 1940</box>
